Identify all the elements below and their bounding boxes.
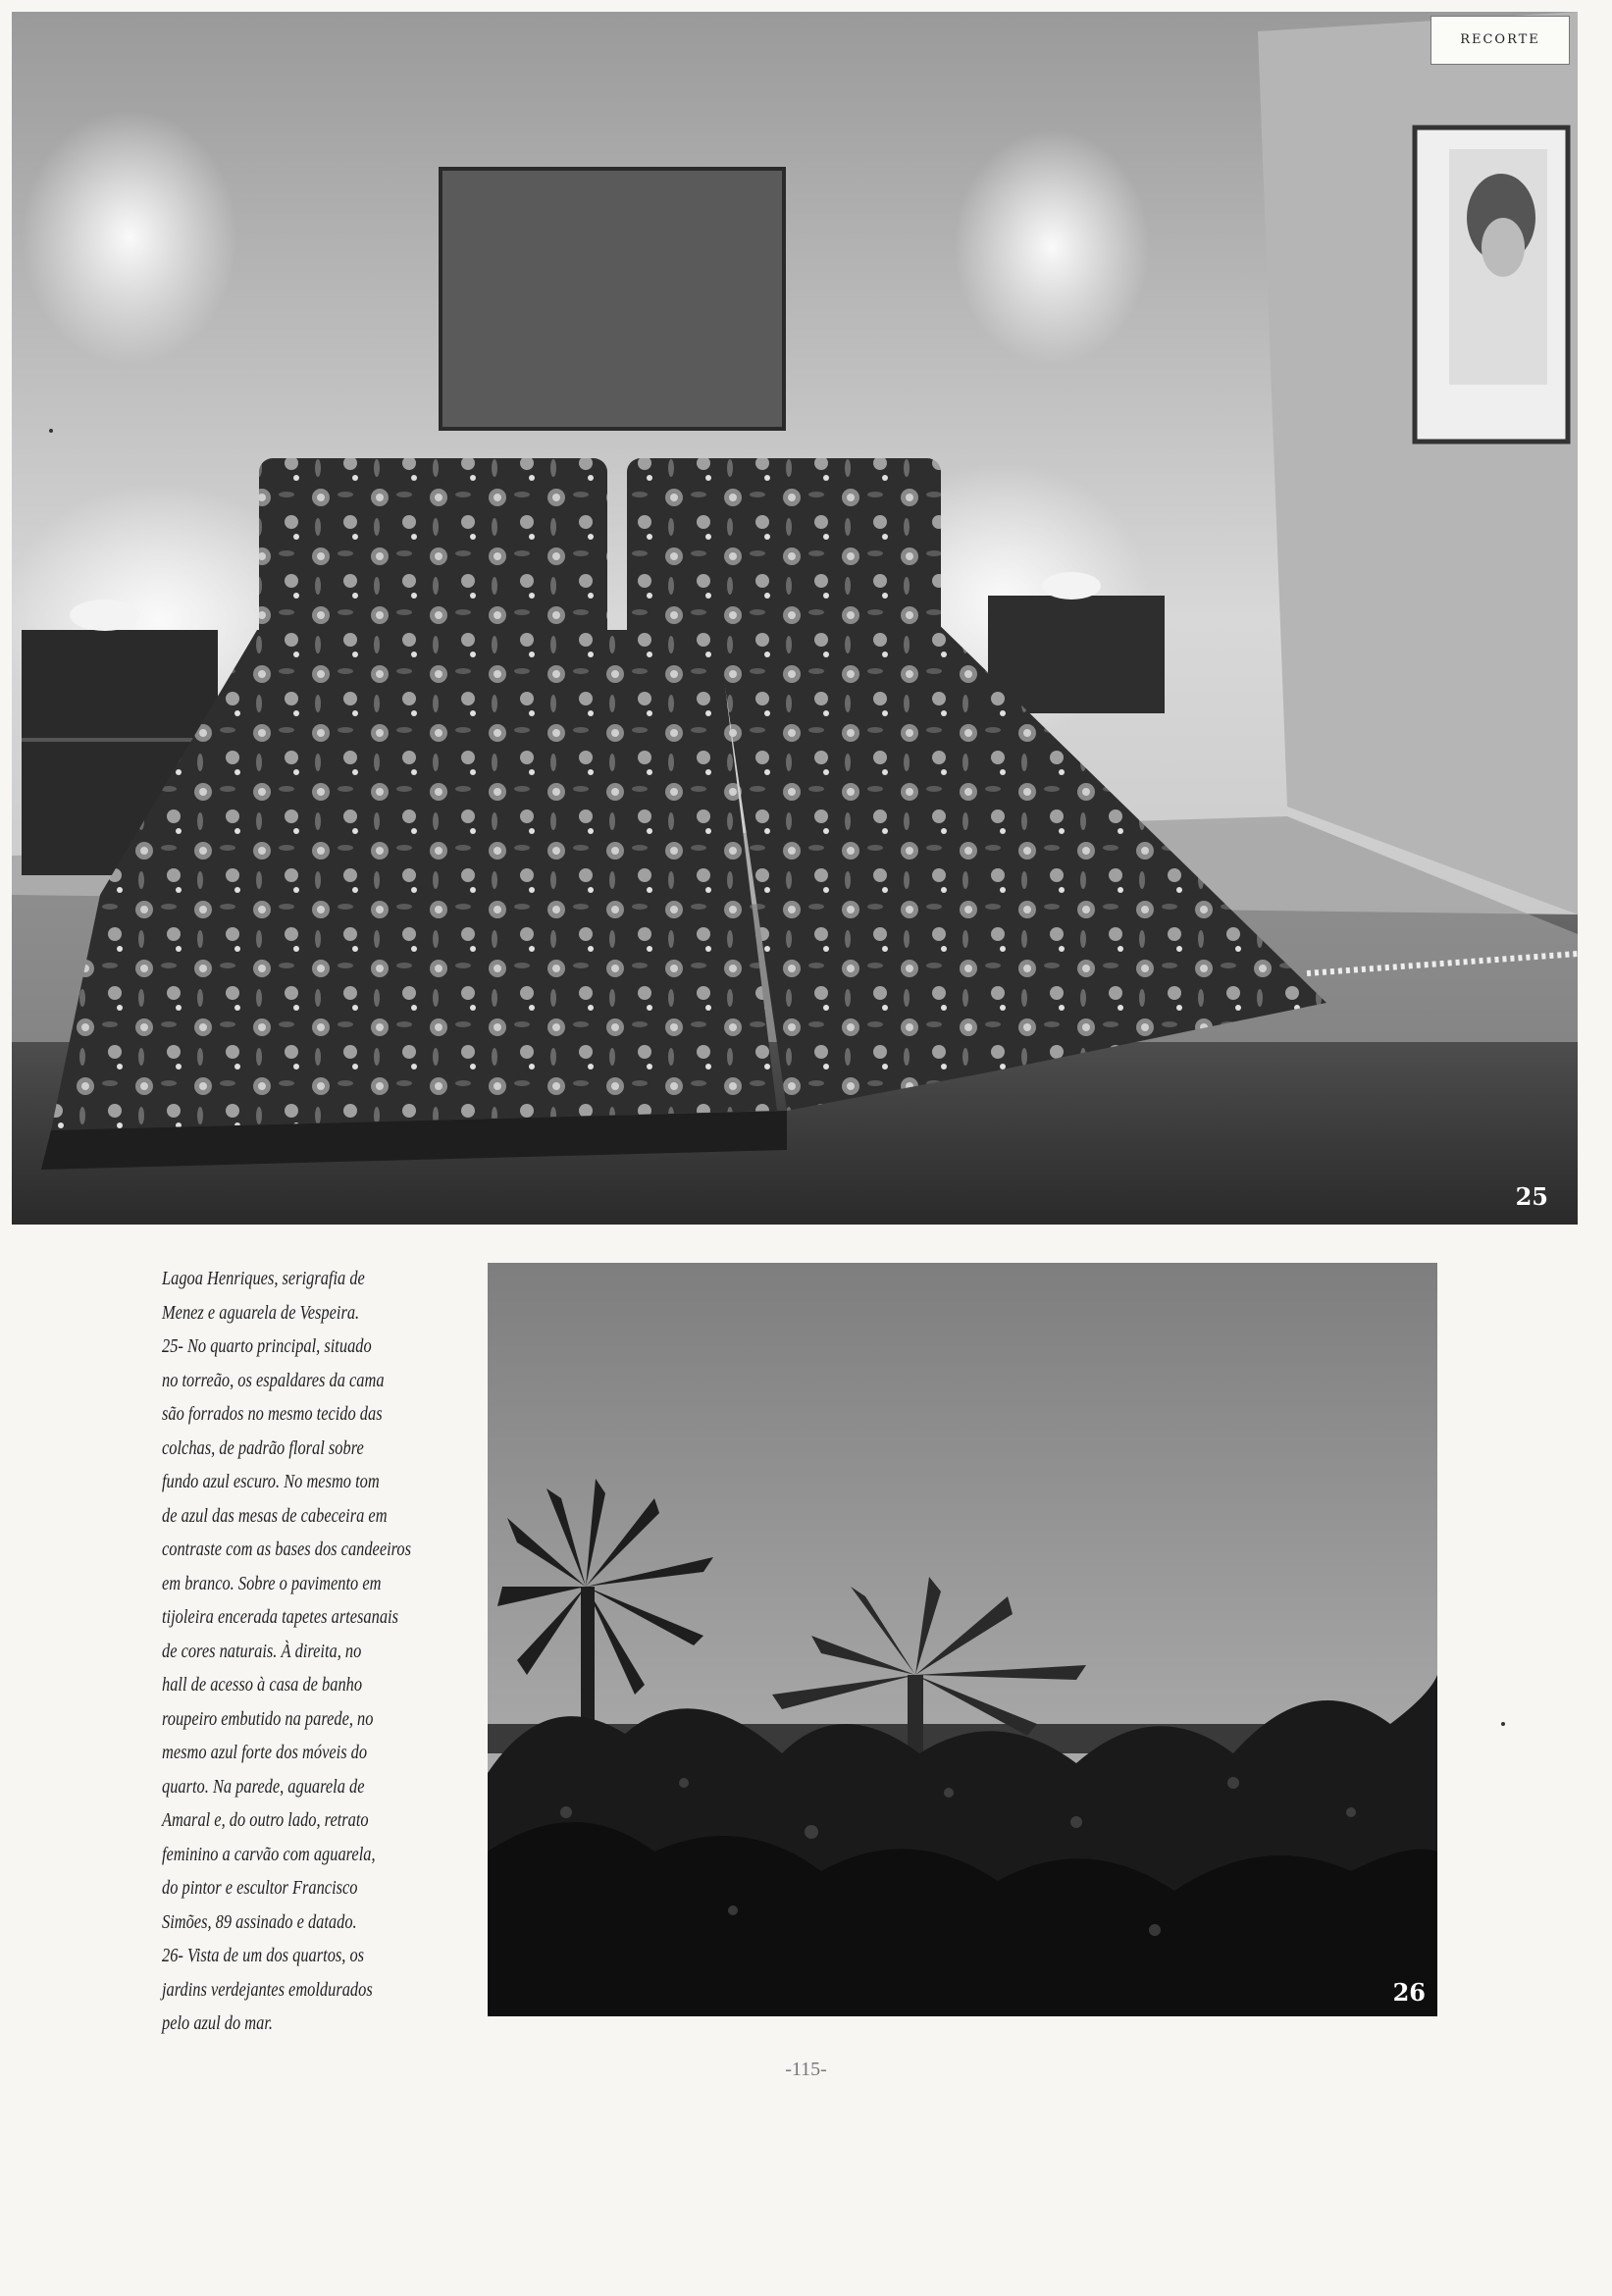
caption-line: quarto. Na parede, aguarela de <box>162 1775 365 1798</box>
caption-line: de cores naturais. À direita, no <box>162 1640 362 1662</box>
recorte-stamp: RECORTE <box>1430 16 1570 65</box>
bedroom-image <box>12 12 1578 1225</box>
caption-line: mesmo azul forte dos móveis do <box>162 1742 368 1763</box>
caption-line: Lagoa Henriques, serigrafia de <box>162 1268 365 1289</box>
caption-line: são forrados no mesmo tecido das <box>162 1403 383 1425</box>
caption-line: roupeiro embutido na parede, no <box>162 1707 374 1730</box>
caption-line: do pintor e escultor Francisco <box>162 1877 358 1899</box>
caption-line: 25- No quarto principal, situado <box>162 1335 372 1357</box>
photo-bedroom <box>12 12 1578 1225</box>
scan-speck <box>1501 1722 1505 1726</box>
caption-line: Menez e aguarela de Vespeira. <box>162 1301 360 1324</box>
caption-line: jardins verdejantes emoldurados <box>162 1978 373 2001</box>
caption-line: fundo azul escuro. No mesmo tom <box>162 1471 380 1492</box>
garden-image <box>488 1263 1437 2016</box>
caption-line: em branco. Sobre o pavimento em <box>162 1572 382 1594</box>
page-number: -115- <box>785 2059 827 2080</box>
caption-line: 26- Vista de um dos quartos, os <box>162 1945 365 1966</box>
caption-line: pelo azul do mar. <box>162 2012 273 2034</box>
photo-number-25: 25 <box>1515 1182 1548 1211</box>
caption-line: Simões, 89 assinado e datado. <box>162 1910 357 1933</box>
caption-line: feminino a carvão com aguarela, <box>162 1843 376 1865</box>
photo-number-26: 26 <box>1392 1978 1426 2007</box>
caption-line: Amaral e, do outro lado, retrato <box>162 1809 369 1831</box>
caption-line: contraste com as bases dos candeeiros <box>162 1539 412 1560</box>
photo-caption <box>162 1262 411 2041</box>
caption-line: hall de acesso à casa de banho <box>162 1674 363 1696</box>
caption-line: colchas, de padrão floral sobre <box>162 1436 364 1459</box>
photo-garden-sea <box>488 1263 1437 2016</box>
caption-line: tijoleira encerada tapetes artesanais <box>162 1606 398 1628</box>
scan-speck <box>49 429 53 433</box>
caption-line: no torreão, os espaldares da cama <box>162 1369 385 1391</box>
caption-line: de azul das mesas de cabeceira em <box>162 1504 388 1527</box>
